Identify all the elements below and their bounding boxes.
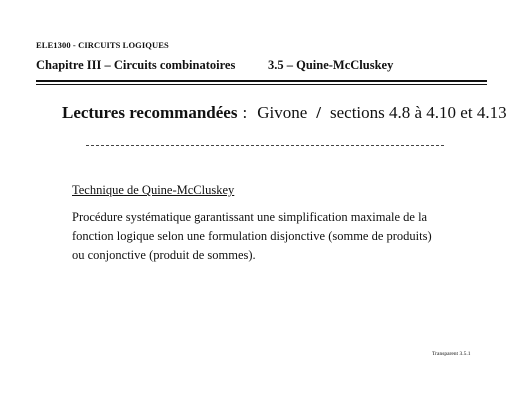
- readings-author: Givone: [257, 103, 308, 122]
- paragraph-line: Procédure systématique garantissant une simplification maximale de la: [72, 210, 428, 224]
- chapter-header: [36, 58, 394, 73]
- topic-title: Technique de Quine-McCluskey: [72, 183, 235, 197]
- dashed-separator: [86, 145, 444, 146]
- readings-label: Lectures recommandées: [62, 103, 238, 122]
- header-rule-thin: [36, 84, 487, 85]
- course-title: ELE1300 - CIRCUITS LOGIQUES: [36, 40, 169, 50]
- paragraph-line: ou conjonctive (produit de sommes).: [72, 248, 256, 262]
- readings-colon: :: [242, 103, 248, 122]
- recommended-readings: [62, 103, 507, 123]
- chapter-title: Chapitre III – Circuits combinatoires: [36, 58, 236, 72]
- readings-slash: /: [316, 103, 321, 122]
- section-title: 3.5 – Quine-McCluskey: [268, 58, 394, 72]
- header-rule-thick: [36, 80, 487, 82]
- paragraph-line: fonction logique selon une formulation disjonctive (somme de produits): [72, 229, 432, 243]
- topic-paragraph: [72, 208, 462, 265]
- readings-sections: sections 4.8 à 4.10 et 4.13: [329, 103, 507, 122]
- transparent-number: Transparent 3.5.1: [432, 351, 471, 357]
